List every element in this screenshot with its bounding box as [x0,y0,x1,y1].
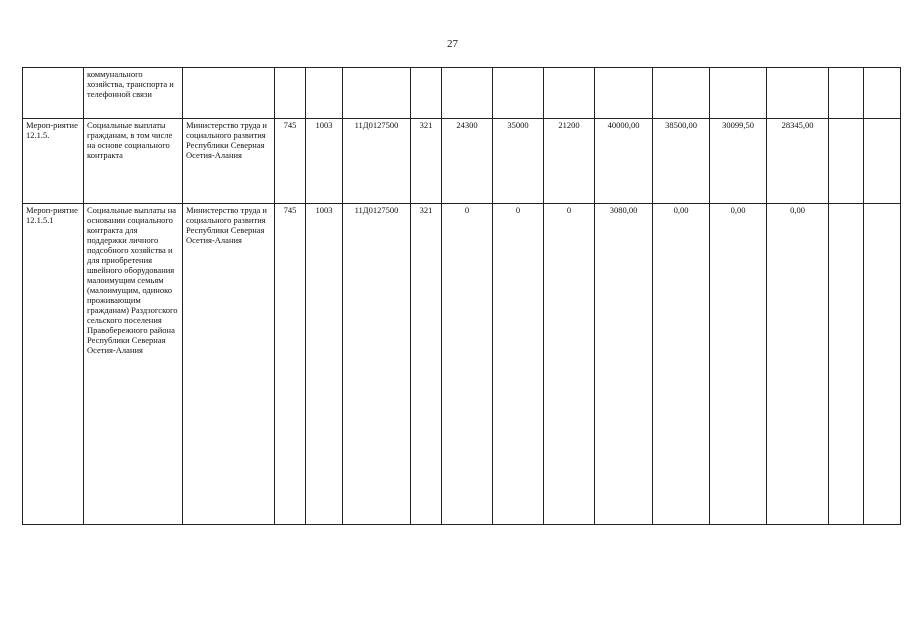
grbs-cell: 745 [275,119,306,204]
value-2014-cell: 0 [442,204,493,525]
value-2016-cell: 0 [544,204,595,525]
value-2020-cell [767,68,829,119]
extra1-cell [829,68,864,119]
value-2014-cell: 24300 [442,119,493,204]
description-cell: Социальные выплаты гражданам, в том числе на основе социального контракта [84,119,183,204]
value-2017-cell [595,68,653,119]
value-2017-cell: 40000,00 [595,119,653,204]
table-row [23,204,901,525]
extra2-cell [864,119,901,204]
page-number: 27 [447,38,458,50]
value-2018-cell: 0,00 [653,204,710,525]
rz-pr-cell: 1003 [306,119,343,204]
value-2015-cell [493,68,544,119]
table-row [23,119,901,204]
csr-cell: 11Д0127500 [343,119,411,204]
executor-cell [183,68,275,119]
value-2015-cell: 0 [493,204,544,525]
value-2019-cell: 0,00 [710,204,767,525]
extra1-cell [829,119,864,204]
value-2016-cell [544,68,595,119]
event-cell: Мероп-риятие 12.1.5.1 [23,204,84,525]
csr-cell [343,68,411,119]
value-2019-cell [710,68,767,119]
table-row [23,68,901,119]
rz-pr-cell: 1003 [306,204,343,525]
value-2018-cell: 38500,00 [653,119,710,204]
value-2017-cell: 3080,00 [595,204,653,525]
grbs-cell: 745 [275,204,306,525]
value-2014-cell [442,68,493,119]
value-2020-cell: 28345,00 [767,119,829,204]
extra2-cell [864,68,901,119]
csr-cell: 11Д0127500 [343,204,411,525]
value-2015-cell: 35000 [493,119,544,204]
event-cell: Мероп-риятие 12.1.5. [23,119,84,204]
grbs-cell [275,68,306,119]
value-2020-cell: 0,00 [767,204,829,525]
executor-cell: Министерство труда и социального развития Республики Северная Осетия-Алания [183,204,275,525]
event-cell [23,68,84,119]
value-2019-cell: 30099,50 [710,119,767,204]
vr-cell: 321 [411,119,442,204]
description-cell: коммунального хозяйства, транспорта и телефонной связи [84,68,183,119]
rz-pr-cell [306,68,343,119]
vr-cell [411,68,442,119]
value-2016-cell: 21200 [544,119,595,204]
executor-cell: Министерство труда и социального развития Республики Северная Осетия-Алания [183,119,275,204]
vr-cell: 321 [411,204,442,525]
extra2-cell [864,204,901,525]
budget-table [22,67,901,525]
description-cell: Социальные выплаты на основании социального контракта для поддержки личного подсобного хозяйства и для приобретения швейного оборудования малоимущим семьям (малоимущим, одиноко проживающим гражданам) Раздзогского сельского поселения Правобережного района Республики Северная Осетия-Алания [84,204,183,525]
value-2018-cell [653,68,710,119]
extra1-cell [829,204,864,525]
